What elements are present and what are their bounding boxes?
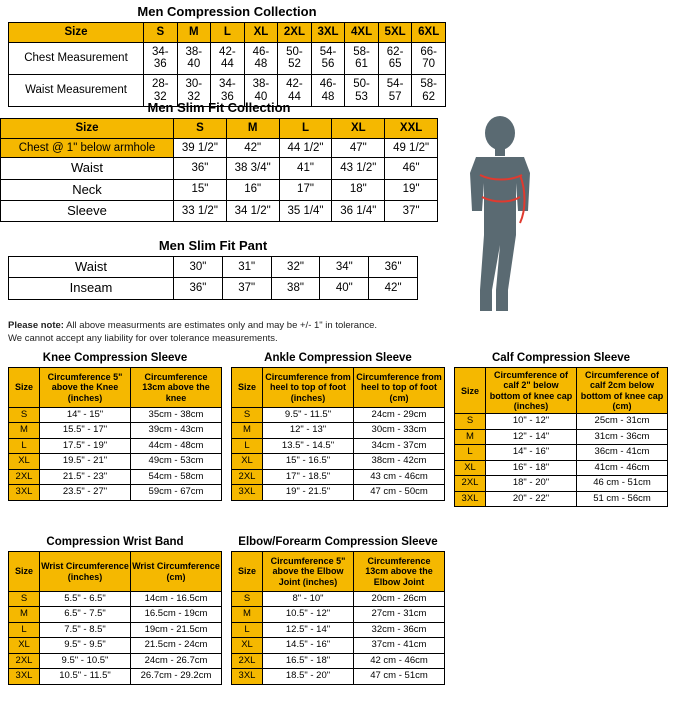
cell: 30cm - 33cm <box>354 423 445 438</box>
cell: 43 1/2" <box>332 158 385 179</box>
table-header-row <box>232 368 445 408</box>
table-row <box>232 408 445 423</box>
cell: 14" - 15" <box>40 408 131 423</box>
cell: 49cm - 53cm <box>131 454 222 469</box>
cell: 21.5cm - 24cm <box>131 638 222 653</box>
cell: 32cm - 36cm <box>354 622 445 637</box>
cell: 58-62 <box>412 74 446 106</box>
cell: 16.5cm - 19cm <box>131 607 222 622</box>
cell: 47" <box>332 138 385 158</box>
cell: 50-52 <box>278 42 312 74</box>
ankle-table <box>231 367 445 501</box>
cell: 33 1/2" <box>174 200 227 221</box>
cell: 39 1/2" <box>174 138 227 158</box>
cell: 58-61 <box>345 42 379 74</box>
table-row <box>232 485 445 500</box>
cell: 34cm - 37cm <box>354 438 445 453</box>
cell: 36" <box>369 257 418 278</box>
cell: 12" - 14" <box>486 429 577 444</box>
table-row <box>1 200 438 221</box>
size-cell: M <box>232 607 263 622</box>
col-size: Size <box>9 23 144 43</box>
bottom-tables-row <box>8 536 458 685</box>
cell: 14.5" - 16" <box>263 638 354 653</box>
cell: 9.5" - 11.5" <box>263 408 354 423</box>
size-cell: 2XL <box>232 469 263 484</box>
cell: 25cm - 31cm <box>577 414 668 429</box>
size-cell: S <box>232 592 263 607</box>
cell: 34 1/2" <box>226 200 279 221</box>
cell: 15.5" - 17" <box>40 423 131 438</box>
table-row <box>232 607 445 622</box>
cell: 10.5" - 12" <box>263 607 354 622</box>
size-cell: M <box>9 423 40 438</box>
cell: 38-40 <box>177 42 211 74</box>
cell: 18" - 20" <box>486 476 577 491</box>
knee-table <box>8 367 222 501</box>
row-label: Inseam <box>9 278 174 299</box>
cell: 38cm - 42cm <box>354 454 445 469</box>
cell: 10" - 12" <box>486 414 577 429</box>
col-3xl: 3XL <box>311 23 345 43</box>
cell: 62-65 <box>378 42 412 74</box>
cell: 19" <box>385 179 438 200</box>
col-inches: Circumference of calf 2" below bottom of knee cap (inches) <box>486 368 577 414</box>
row-label: Chest @ 1" below armhole <box>1 138 174 158</box>
cell: 42-44 <box>211 42 245 74</box>
table-row <box>9 607 222 622</box>
table-row <box>455 491 668 506</box>
table-row <box>232 622 445 637</box>
table-row <box>232 438 445 453</box>
cell: 37cm - 41cm <box>354 638 445 653</box>
cell: 16" - 18" <box>486 460 577 475</box>
cell: 37" <box>385 200 438 221</box>
cell: 47 cm - 51cm <box>354 669 445 684</box>
col-inches: Circumference from heel to top of foot (inches) <box>263 368 354 408</box>
row-label: Chest Measurement <box>9 42 144 74</box>
cell: 43 cm - 46cm <box>354 469 445 484</box>
size-cell: XL <box>232 454 263 469</box>
size-cell: M <box>232 423 263 438</box>
cell: 17.5" - 19" <box>40 438 131 453</box>
table-row <box>232 423 445 438</box>
men-slim-fit-title: Men Slim Fit Collection <box>147 100 291 115</box>
cell: 54-56 <box>311 42 345 74</box>
table-row <box>1 179 438 200</box>
cell: 47 cm - 50cm <box>354 485 445 500</box>
size-cell: M <box>455 429 486 444</box>
cell: 38 3/4" <box>226 158 279 179</box>
cell: 7.5" - 8.5" <box>40 622 131 637</box>
col-inches: Circumference 5" above the Knee (inches) <box>40 368 131 408</box>
col-inches: Circumference 5" above the Elbow Joint (inches) <box>263 552 354 592</box>
note-bold-prefix: Please note: <box>8 320 64 331</box>
cell: 38" <box>271 278 320 299</box>
col-6xl: 6XL <box>412 23 446 43</box>
cell: 23.5" - 27" <box>40 485 131 500</box>
cell: 42" <box>226 138 279 158</box>
cell: 17" - 18.5" <box>263 469 354 484</box>
table-row <box>232 592 445 607</box>
size-cell: XL <box>455 460 486 475</box>
col-cm: Circumference 13cm above the Elbow Joint <box>354 552 445 592</box>
cell: 36" <box>174 278 223 299</box>
men-compression-table <box>8 22 446 107</box>
note-line-2: We cannot accept any liability for over tolerance measurements. <box>8 332 278 344</box>
table-row <box>232 638 445 653</box>
size-cell: S <box>232 408 263 423</box>
cell: 36 1/4" <box>332 200 385 221</box>
men-slim-fit-block <box>0 100 438 222</box>
col-size: Size <box>455 368 486 414</box>
col-s: S <box>174 119 227 139</box>
col-size: Size <box>232 368 263 408</box>
table-row <box>9 669 222 684</box>
cell: 9.5" - 9.5" <box>40 638 131 653</box>
size-cell: L <box>9 438 40 453</box>
cell: 30" <box>174 257 223 278</box>
size-cell: XL <box>232 638 263 653</box>
cell: 44cm - 48cm <box>131 438 222 453</box>
table-row <box>232 454 445 469</box>
table-row <box>9 622 222 637</box>
table-row <box>455 414 668 429</box>
col-cm: Wrist Circumference (cm) <box>131 552 222 592</box>
body-diagram-svg <box>440 115 560 325</box>
men-compression-title: Men Compression Collection <box>137 4 317 19</box>
col-l: L <box>279 119 332 139</box>
table-row <box>232 469 445 484</box>
cell: 50-53 <box>345 74 379 106</box>
col-cm: Circumference from heel to top of foot (cm) <box>354 368 445 408</box>
male-body-figure <box>440 115 560 325</box>
col-m: M <box>226 119 279 139</box>
cell: 31" <box>222 257 271 278</box>
cell: 26.7cm - 29.2cm <box>131 669 222 684</box>
cell: 41cm - 46cm <box>577 460 668 475</box>
col-4xl: 4XL <box>345 23 379 43</box>
cell: 35cm - 38cm <box>131 408 222 423</box>
men-slim-pant-block <box>8 238 418 300</box>
cell: 46 cm - 51cm <box>577 476 668 491</box>
cell: 66-70 <box>412 42 446 74</box>
table-row <box>9 638 222 653</box>
col-s: S <box>144 23 178 43</box>
cell: 27cm - 31cm <box>354 607 445 622</box>
cell: 12.5" - 14" <box>263 622 354 637</box>
size-cell: 3XL <box>232 669 263 684</box>
cell: 13.5" - 14.5" <box>263 438 354 453</box>
table-row <box>9 42 446 74</box>
col-size: Size <box>1 119 174 139</box>
men-slim-fit-table <box>0 118 438 222</box>
col-5xl: 5XL <box>378 23 412 43</box>
table-header-row <box>232 552 445 592</box>
size-cell: 3XL <box>9 669 40 684</box>
size-cell: 2XL <box>232 653 263 668</box>
size-cell: S <box>455 414 486 429</box>
cell: 15" <box>174 179 227 200</box>
col-l: L <box>211 23 245 43</box>
cell: 44 1/2" <box>279 138 332 158</box>
row-label: Waist Measurement <box>9 74 144 106</box>
cell: 38-40 <box>244 74 278 106</box>
cell: 16.5" - 18" <box>263 653 354 668</box>
size-cell: S <box>9 408 40 423</box>
cell: 49 1/2" <box>385 138 438 158</box>
size-cell: 2XL <box>455 476 486 491</box>
cell: 18.5" - 20" <box>263 669 354 684</box>
cell: 6.5" - 7.5" <box>40 607 131 622</box>
col-xl: XL <box>332 119 385 139</box>
wrist-block <box>8 536 222 685</box>
col-cm: Circumference 13cm above the knee <box>131 368 222 408</box>
cell: 9.5" - 10.5" <box>40 653 131 668</box>
col-size: Size <box>232 552 263 592</box>
cell: 34-36 <box>144 42 178 74</box>
elbow-table <box>231 551 445 685</box>
cell: 42-44 <box>278 74 312 106</box>
tolerance-note <box>8 320 438 346</box>
table-header-row <box>1 119 438 139</box>
men-slim-pant-title: Men Slim Fit Pant <box>158 238 268 253</box>
table-row <box>9 485 222 500</box>
col-2xl: 2XL <box>278 23 312 43</box>
cell: 12" - 13" <box>263 423 354 438</box>
cell: 34-36 <box>211 74 245 106</box>
calf-block <box>454 352 668 507</box>
table-row <box>232 653 445 668</box>
cell: 54cm - 58cm <box>131 469 222 484</box>
table-row <box>9 438 222 453</box>
size-cell: 2XL <box>9 653 40 668</box>
cell: 42 cm - 46cm <box>354 653 445 668</box>
cell: 8" - 10" <box>263 592 354 607</box>
knee-title: Knee Compression Sleeve <box>42 352 188 364</box>
cell: 19.5" - 21" <box>40 454 131 469</box>
cell: 28-32 <box>144 74 178 106</box>
table-row <box>9 653 222 668</box>
size-cell: 2XL <box>9 469 40 484</box>
cell: 42" <box>369 278 418 299</box>
table-row <box>9 408 222 423</box>
wrist-table <box>8 551 222 685</box>
table-row <box>1 158 438 179</box>
col-cm: Circumference of calf 2cm below bottom of knee cap (cm) <box>577 368 668 414</box>
men-slim-pant-table <box>8 256 418 300</box>
cell: 14" - 16" <box>486 445 577 460</box>
cell: 15" - 16.5" <box>263 454 354 469</box>
size-cell: 3XL <box>455 491 486 506</box>
wrist-title: Compression Wrist Band <box>46 536 184 548</box>
cell: 31cm - 36cm <box>577 429 668 444</box>
cell: 17" <box>279 179 332 200</box>
cell: 19cm - 21.5cm <box>131 622 222 637</box>
cell: 21.5" - 23" <box>40 469 131 484</box>
cell: 24cm - 29cm <box>354 408 445 423</box>
calf-table <box>454 367 668 507</box>
cell: 19" - 21.5" <box>263 485 354 500</box>
cell: 36" <box>174 158 227 179</box>
table-row <box>9 592 222 607</box>
table-row <box>9 257 418 278</box>
table-row <box>9 278 418 299</box>
table-header-row <box>9 552 222 592</box>
size-cell: L <box>455 445 486 460</box>
col-size: Size <box>9 368 40 408</box>
men-compression-block <box>8 4 446 107</box>
table-row <box>455 445 668 460</box>
cell: 39cm - 43cm <box>131 423 222 438</box>
table-row <box>9 423 222 438</box>
col-size: Size <box>9 552 40 592</box>
row-label: Waist <box>9 257 174 278</box>
elbow-title: Elbow/Forearm Compression Sleeve <box>238 536 438 548</box>
cell: 36cm - 41cm <box>577 445 668 460</box>
cell: 20" - 22" <box>486 491 577 506</box>
table-header-row <box>455 368 668 414</box>
size-cell: L <box>232 438 263 453</box>
cell: 54-57 <box>378 74 412 106</box>
cell: 30-32 <box>177 74 211 106</box>
size-cell: L <box>9 622 40 637</box>
knee-block <box>8 352 222 507</box>
size-cell: 3XL <box>232 485 263 500</box>
cell: 5.5" - 6.5" <box>40 592 131 607</box>
elbow-block <box>231 536 445 685</box>
cell: 32" <box>271 257 320 278</box>
size-cell: S <box>9 592 40 607</box>
col-xxl: XXL <box>385 119 438 139</box>
table-row <box>232 669 445 684</box>
table-row <box>455 460 668 475</box>
cell: 37" <box>222 278 271 299</box>
table-row <box>455 429 668 444</box>
size-cell: L <box>232 622 263 637</box>
cell: 24cm - 26.7cm <box>131 653 222 668</box>
table-row <box>455 476 668 491</box>
table-header-row <box>9 23 446 43</box>
cell: 20cm - 26cm <box>354 592 445 607</box>
col-m: M <box>177 23 211 43</box>
cell: 40" <box>320 278 369 299</box>
ankle-title: Ankle Compression Sleeve <box>264 352 412 364</box>
size-cell: M <box>9 607 40 622</box>
cell: 14cm - 16.5cm <box>131 592 222 607</box>
ankle-block <box>231 352 445 507</box>
cell: 41" <box>279 158 332 179</box>
cell: 34" <box>320 257 369 278</box>
row-label: Sleeve <box>1 200 174 221</box>
size-cell: 3XL <box>9 485 40 500</box>
col-inches: Wrist Circumference (inches) <box>40 552 131 592</box>
cell: 51 cm - 56cm <box>577 491 668 506</box>
row-label: Neck <box>1 179 174 200</box>
row-label: Waist <box>1 158 174 179</box>
size-cell: XL <box>9 454 40 469</box>
note-line-1: All above measurments are estimates only and may be +/- 1" in tolerance. <box>63 320 378 331</box>
table-row <box>1 138 438 158</box>
size-cell: XL <box>9 638 40 653</box>
cell: 59cm - 67cm <box>131 485 222 500</box>
cell: 16" <box>226 179 279 200</box>
cell: 46-48 <box>244 42 278 74</box>
sleeve-tables-row <box>8 352 672 507</box>
cell: 46-48 <box>311 74 345 106</box>
table-row <box>9 469 222 484</box>
cell: 10.5" - 11.5" <box>40 669 131 684</box>
cell: 35 1/4" <box>279 200 332 221</box>
table-row <box>9 454 222 469</box>
cell: 18" <box>332 179 385 200</box>
col-xl: XL <box>244 23 278 43</box>
calf-title: Calf Compression Sleeve <box>491 352 631 364</box>
table-header-row <box>9 368 222 408</box>
cell: 46" <box>385 158 438 179</box>
